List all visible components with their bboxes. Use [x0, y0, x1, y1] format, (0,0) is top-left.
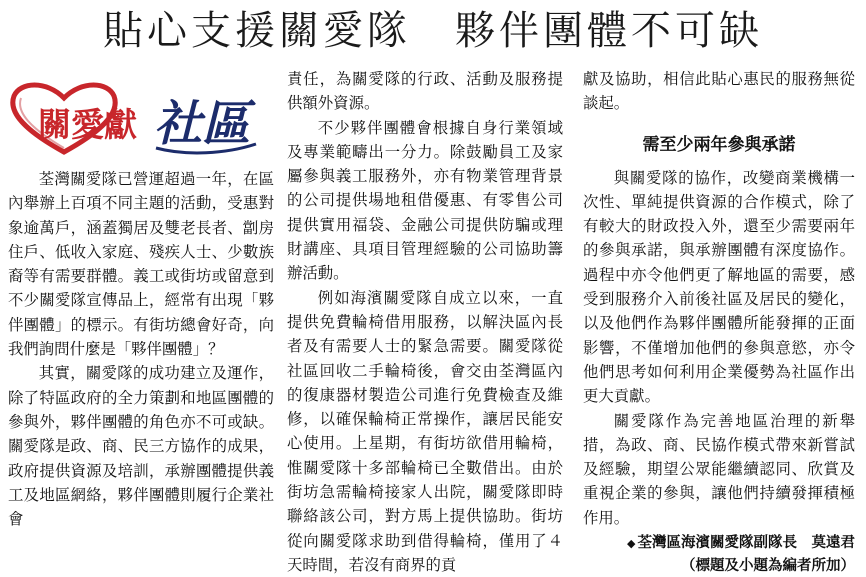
author-byline — [583, 532, 855, 555]
article-headline: 貼心支援關愛隊 夥伴團體不可缺 — [103, 8, 763, 54]
logo-text-dark: 社區 — [154, 96, 251, 152]
subheading: 需至少兩年參與承諾 — [642, 134, 796, 155]
article-column-3 — [583, 67, 855, 577]
paragraph: 關愛隊作為完善地區治理的新舉措，為政、商、民協作模式帶來新嘗試及經驗，期望公眾能繼續認同、欣賞及重視企業的參與，讓他們持續發揮積極作用。 — [583, 411, 855, 527]
paragraph: 與關愛隊的協作，改變商業機構一次性、單純提供資源的合作模式，除了有較大的財政投入外，還至少需要兩年的參與承諾，與承辦團體有深度協作。過程中亦令他們更了解地區的需要，感受到服務介入前後社區及居民的變化，以及他們作為夥伴團體所能發揮的正面影響，不僅增加他們的參與意慾，亦令他們思考如何利用企業優勢為社區作出更大貢獻。 — [583, 168, 855, 406]
paragraph: 其實，關愛隊的成功建立及運作，除了特區政府的全力策劃和地區團體的參與外，夥伴團體的角色亦不可或缺。關愛隊是政、商、民三方協作的成果，政府提供資源及培訓，承辦團體提供義工及地區網絡，夥伴團體則履行企業社會 — [8, 364, 274, 529]
logo-text-red: 關愛獻 — [38, 105, 137, 144]
diamond-icon: ◆ — [627, 537, 636, 551]
paragraph: 不少夥伴團體會根據自身行業領域及專業範疇出一分力。除鼓勵員工及家屬參與義工服務外，亦有物業管理背景的公司提供場地租借優惠、有零售公司提供實用福袋、金融公司提供防騙或理財講座、具項目管理經驗的公司協助籌辦活動。 — [287, 118, 563, 283]
paragraph: 責任，為關愛隊的行政、活動及服務提供額外資源。 — [287, 70, 563, 113]
author-name: 荃灣區海濱關愛隊副隊長 莫遠君 — [637, 535, 855, 552]
editor-note: （標題及小題為編者所加） — [681, 558, 855, 575]
article-column-2 — [287, 67, 563, 577]
column-logo-graphic — [6, 78, 272, 158]
column-logo — [6, 78, 272, 158]
paragraph: 獻及協助，相信此貼心惠民的服務無從談起。 — [583, 70, 855, 113]
article-column-1 — [8, 167, 274, 531]
paragraph: 例如海濱關愛隊自成立以來，一直提供免費輪椅借用服務，以解決區內長者及有需要人士的緊急需要。關愛隊從社區回收二手輪椅後，會交由荃灣區內的復康器材製造公司進行免費檢查及維修，以確保輪椅正常操作，讓居民能安心使用。上星期，有街坊欲借用輪椅，惟關愛隊十多部輪椅已全數借出。由於街坊急需輪椅接家人出院，關愛隊即時聯絡該公司，對方馬上提供協助。街坊從向關愛隊求助到借得輪椅，僅用了４天時間，若沒有商界的貢 — [287, 288, 563, 574]
paragraph: 荃灣關愛隊已營運超過一年，在區內舉辦上百項不同主題的活動，受惠對象逾萬戶，涵蓋獨居及雙老長者、劏房住戶、低收入家庭、殘疾人士、少數族裔等有需要群體。義工或街坊或留意到不少關愛隊宣傳品上，經常有出現「夥伴團體」的標示。有街坊總會好奇，向我們詢問什麼是「夥伴團體」？ — [8, 170, 274, 359]
